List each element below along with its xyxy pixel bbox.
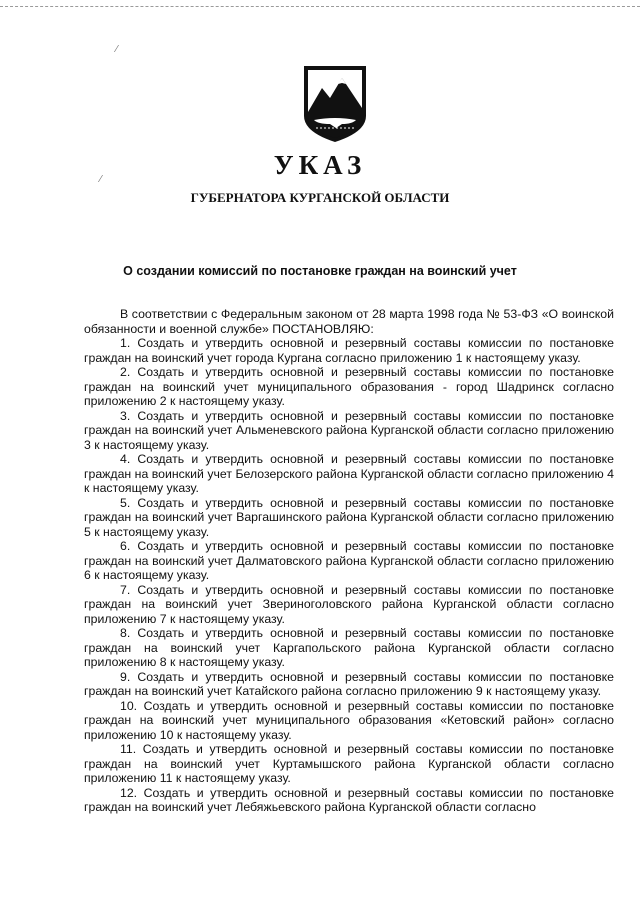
decree-paragraph: 7. Создать и утвердить основной и резервный составы комиссии по постановке граждан на воинский учет Звериноголовского района Курганской области согласно приложению 7 к настоящему указу.: [84, 582, 614, 626]
decree-paragraph: 11. Создать и утвердить основной и резервный составы комиссии по постановке граждан на воинский учет Куртамышского района Курганской области согласно приложению 11 к настоящему указу.: [84, 742, 614, 785]
decree-paragraph: 6. Создать и утвердить основной и резервный составы комиссии по постановке граждан на воинский учет Далматовского района Курганской области согласно приложению 6 к настоящему указу.: [84, 539, 614, 582]
decree-paragraph: 8. Создать и утвердить основной и резервный составы комиссии по постановке граждан на воинский учет Каргапольского района Курганской области согласно приложению 8 к настоящему указу.: [84, 626, 614, 669]
decree-paragraph: 10. Создать и утвердить основной и резервный составы комиссии по постановке граждан на воинский учет муниципального образования «Кетовский район» согласно приложению 10 к настоящему указу.: [84, 698, 614, 742]
decree-paragraph: 3. Создать и утвердить основной и резервный составы комиссии по постановке граждан на воинский учет Альменевского района Курганской области согласно приложению 3 к настоящему указу.: [84, 408, 614, 452]
scan-artifact-mark: ⁄: [100, 174, 102, 185]
coat-of-arms-icon: [302, 64, 368, 144]
scan-artifact-mark: ⁄: [116, 44, 118, 55]
scan-top-rule: [0, 6, 640, 7]
decree-paragraph: 5. Создать и утвердить основной и резервный составы комиссии по постановке граждан на воинский учет Варгашинского района Курганской области согласно приложению 5 к настоящему указу.: [84, 495, 614, 539]
decree-paragraph: 12. Создать и утвердить основной и резервный составы комиссии по постановке граждан на воинский учет Лебяжьевского района Курганской области согласно: [84, 785, 614, 814]
document-body: [84, 307, 614, 815]
decree-paragraph: 1. Создать и утвердить основной и резервный составы комиссии по постановке граждан на воинский учет города Кургана согласно приложению 1 к настоящему указу.: [84, 336, 614, 365]
intro-paragraph: В соответствии с Федеральным законом от 28 марта 1998 года № 53-ФЗ «О воинской обязанности и военной службе» ПОСТАНОВЛЯЮ:: [84, 307, 614, 336]
document-title: УКАЗ: [273, 150, 367, 180]
document-subtitle: ГУБЕРНАТОРА КУРГАНСКОЙ ОБЛАСТИ: [190, 190, 450, 205]
decree-paragraph: 2. Создать и утвердить основной и резервный составы комиссии по постановке граждан на воинский учет муниципального образования - город Шадринск согласно приложению 2 к настоящему указу.: [84, 365, 614, 408]
document-heading: О создании комиссий по постановке граждан на воинский учет: [123, 264, 517, 278]
decree-paragraph: 9. Создать и утвердить основной и резервный составы комиссии по постановке граждан на воинский учет Катайского района согласно приложению 9 к настоящему указу.: [84, 669, 614, 698]
decree-paragraph: 4. Создать и утвердить основной и резервный составы комиссии по постановке граждан на воинский учет Белозерского района Курганской области согласно приложению 4 к настоящему указу.: [84, 452, 614, 495]
